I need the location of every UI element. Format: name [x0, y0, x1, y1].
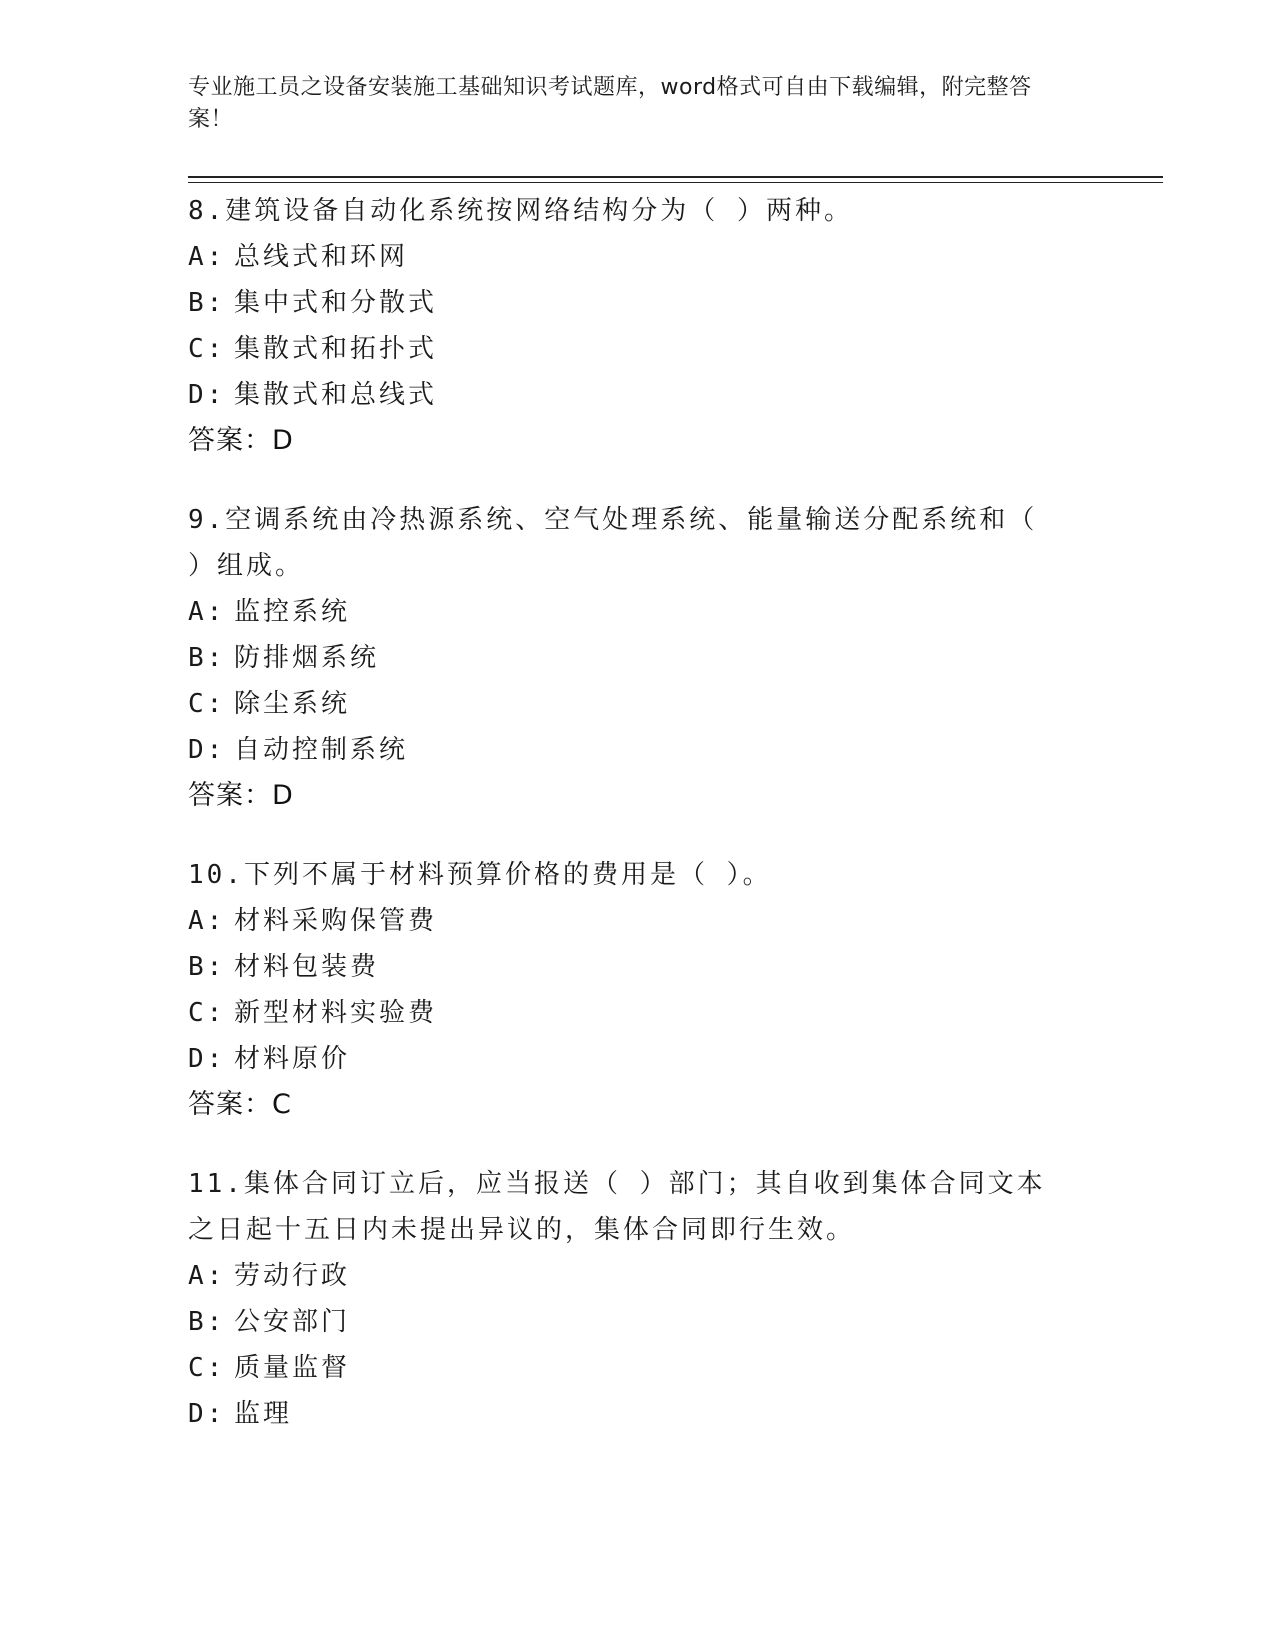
option-letter: A: — [188, 597, 226, 627]
option-a — [188, 234, 1068, 280]
option-text: 材料采购保管费 — [234, 906, 438, 936]
question-list — [188, 188, 1068, 1470]
question-8 — [188, 188, 1068, 464]
option-letter: D: — [188, 380, 226, 410]
option-text: 集中式和分散式 — [234, 288, 438, 318]
option-text: 集散式和总线式 — [234, 380, 438, 410]
option-d — [188, 1391, 1068, 1437]
document-header — [188, 72, 1068, 136]
option-d — [188, 372, 1068, 418]
option-letter: D: — [188, 1044, 226, 1074]
option-text: 劳动行政 — [234, 1261, 351, 1291]
option-letter: C: — [188, 998, 226, 1028]
option-letter: D: — [188, 1399, 226, 1429]
option-letter: C: — [188, 334, 226, 364]
answer-text: 答案：D — [188, 425, 294, 456]
question-10 — [188, 852, 1068, 1128]
header-divider-thick — [188, 176, 1163, 178]
answer-text: 答案：C — [188, 1089, 292, 1120]
option-d — [188, 727, 1068, 773]
option-text: 公安部门 — [234, 1307, 351, 1337]
question-text: 11.集体合同订立后，应当报送（ ）部门；其自收到集体合同文本之日起十五日内未提出异议的，集体合同即行生效。 — [188, 1169, 1046, 1245]
option-b — [188, 1299, 1068, 1345]
option-text: 集散式和拓扑式 — [234, 334, 438, 364]
option-letter: C: — [188, 1353, 226, 1383]
answer-text: 答案：D — [188, 780, 294, 811]
option-text: 自动控制系统 — [234, 735, 409, 765]
option-text: 质量监督 — [234, 1353, 351, 1383]
option-a — [188, 1253, 1068, 1299]
option-c — [188, 990, 1068, 1036]
option-c — [188, 681, 1068, 727]
option-c — [188, 1345, 1068, 1391]
option-text: 除尘系统 — [234, 689, 351, 719]
option-a — [188, 898, 1068, 944]
question-text: 9.空调系统由冷热源系统、空气处理系统、能量输送分配系统和（ ）组成。 — [188, 505, 1038, 581]
option-letter: B: — [188, 1307, 226, 1337]
question-text: 10.下列不属于材料预算价格的费用是（ ）。 — [188, 860, 772, 890]
option-text: 总线式和环网 — [234, 242, 409, 272]
option-letter: A: — [188, 242, 226, 272]
question-11 — [188, 1161, 1068, 1437]
option-letter: A: — [188, 1261, 226, 1291]
option-b — [188, 635, 1068, 681]
option-letter: D: — [188, 735, 226, 765]
header-text: 专业施工员之设备安装施工基础知识考试题库，word格式可自由下载编辑，附完整答案！ — [188, 75, 1032, 132]
option-b — [188, 280, 1068, 326]
option-letter: A: — [188, 906, 226, 936]
question-9 — [188, 497, 1068, 819]
option-b — [188, 944, 1068, 990]
option-text: 材料原价 — [234, 1044, 351, 1074]
option-text: 监理 — [234, 1399, 293, 1429]
option-letter: B: — [188, 288, 226, 318]
option-text: 防排烟系统 — [234, 643, 380, 673]
option-a — [188, 589, 1068, 635]
option-letter: C: — [188, 689, 226, 719]
option-text: 材料包装费 — [234, 952, 380, 982]
option-text: 监控系统 — [234, 597, 351, 627]
header-divider-thin — [188, 182, 1163, 183]
option-letter: B: — [188, 952, 226, 982]
option-c — [188, 326, 1068, 372]
option-d — [188, 1036, 1068, 1082]
question-text: 8.建筑设备自动化系统按网络结构分为（ ）两种。 — [188, 196, 853, 226]
option-text: 新型材料实验费 — [234, 998, 438, 1028]
option-letter: B: — [188, 643, 226, 673]
